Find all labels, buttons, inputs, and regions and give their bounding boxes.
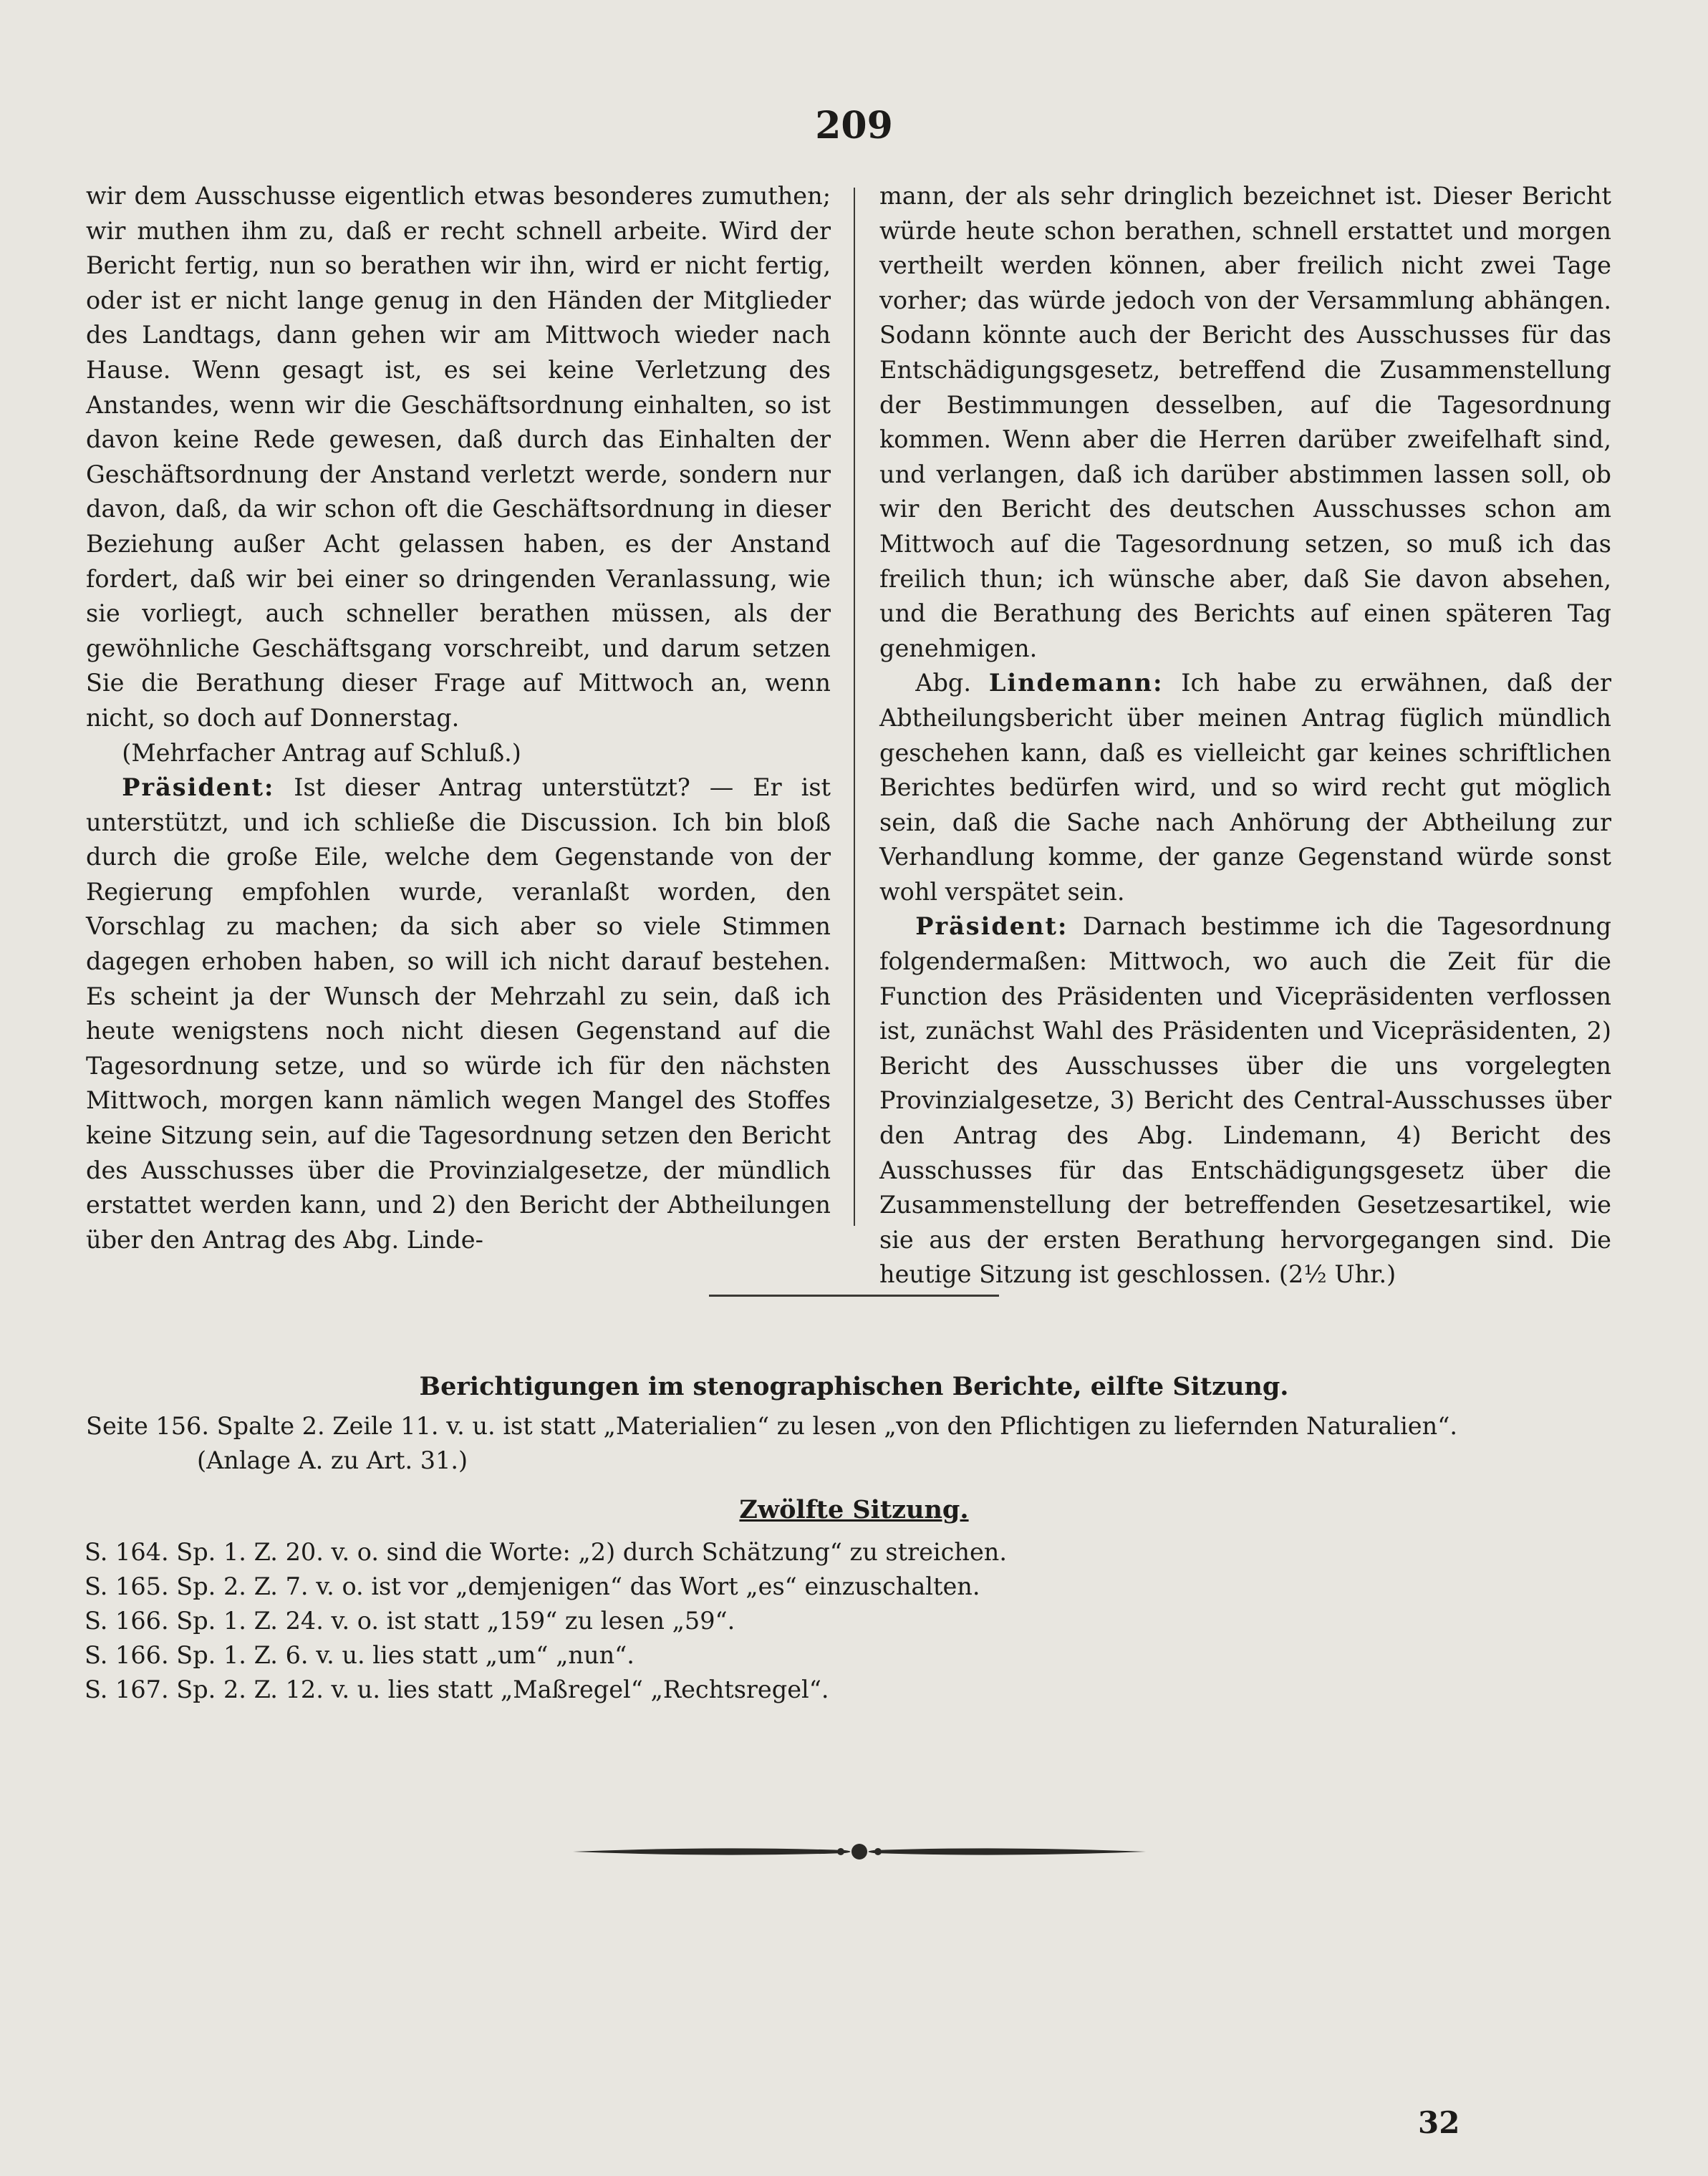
speaker-name: Präsident:: [915, 912, 1068, 941]
right-paragraph-1: mann, der als sehr dringlich bezeichnet ist. Dieser Bericht würde heute schon berathen, schnell erstattet und morgen vertheilt werden können, aber freilich nicht zwei Tage vorher; das würde jedoch von der Versammlung abhängen. Sodann könnte auch der Bericht des Ausschusses für das Entschädigungsgesetz, betreffend die Zusammenstellung der Bestimmungen desselben, auf die Tagesordnung kommen. Wenn aber die Herren darüber zweifelhaft sind, und verlangen, daß ich darüber abstimmen lassen soll, ob wir den Bericht des deutschen Ausschusses schon am Mittwoch auf die Tagesordnung setzen, so muß ich das freilich thun; ich wünsche aber, daß Sie davon absehen, und die Berathung des Berichts auf einen späteren Tag genehmigen.: [879, 182, 1611, 662]
corrections-block: [86, 1409, 1626, 1478]
speech-text: Ist dieser Antrag unterstützt? — Er ist unterstützt, und ich schließe die Discussion. Ich bin bloß durch die große Eile, welche dem Gegenstande von der Regierung empfohlen wurde, veranlaßt worden, den Vorschlag zu machen; da sich aber so viele Stimmen dagegen erhoben haben, so will ich nicht darauf bestehen. Es scheint ja der Wunsch der Mehrzahl zu sein, daß ich heute wenigstens noch nicht diesen Gegenstand auf die Tagesordnung setze, und so würde ich für den nächsten Mittwoch, morgen kann nämlich wegen Mangel des Stoffes keine Sitzung sein, auf die Tagesordnung setzen den Bericht des Ausschusses über die Provinzialgesetze, der mündlich erstattet werden kann, und 2) den Bericht der Abtheilungen über den Antrag des Abg. Linde-: [86, 773, 831, 1254]
corrections-title: Berichtigungen im stenographischen Berichte, eilfte Sitzung.: [419, 1372, 1289, 1401]
left-column: [86, 179, 831, 1257]
left-paragraph-2: (Mehrfacher Antrag auf Schluß.): [122, 738, 521, 767]
page-number: 209: [815, 104, 893, 148]
right-column: [879, 179, 1611, 1292]
right-paragraph-2: [879, 666, 1611, 909]
correction-line: Seite 156. Spalte 2. Zeile 11. v. u. ist statt „Materialien“ zu lesen „von den Pflichtigen zu liefernden Naturalien“.: [86, 1412, 1457, 1440]
speaker-prefix: Abg.: [915, 669, 989, 697]
column-divider: [854, 188, 855, 1226]
section-divider: [709, 1295, 999, 1297]
correction-note: (Anlage A. zu Art. 31.): [197, 1446, 468, 1474]
speaker-name: Präsident:: [122, 773, 275, 802]
corrections-list: [85, 1535, 1624, 1707]
list-item: S. 166. Sp. 1. Z. 6. v. u. lies statt „um“ „nun“.: [85, 1641, 635, 1669]
speech-text: Ich habe zu erwähnen, daß der Abtheilungsbericht über meinen Antrag füglich mündlich geschehen kann, daß es vielleicht gar keines schriftlichen Berichtes bedürfen wird, und so wird recht gut möglich sein, daß die Sache nach Anhörung der Abtheilung zur Verhandlung komme, der ganze Gegenstand würde sonst wohl verspätet sein.: [879, 669, 1611, 906]
right-paragraph-3: [879, 909, 1611, 1292]
ornament-divider-icon: [573, 1830, 1146, 1873]
list-item: S. 165. Sp. 2. Z. 7. v. o. ist vor „demjenigen“ das Wort „es“ einzuschalten.: [85, 1572, 980, 1600]
left-paragraph-3: [86, 770, 831, 1257]
list-item: S. 167. Sp. 2. Z. 12. v. u. lies statt „Maßregel“ „Rechtsregel“.: [85, 1675, 829, 1703]
list-item: S. 166. Sp. 1. Z. 24. v. o. ist statt „159“ zu lesen „59“.: [85, 1607, 735, 1635]
session-subtitle: Zwölfte Sitzung.: [739, 1495, 969, 1524]
list-item: S. 164. Sp. 1. Z. 20. v. o. sind die Worte: „2) durch Schätzung“ zu streichen.: [85, 1538, 1008, 1566]
left-paragraph-1: wir dem Ausschusse eigentlich etwas besonderes zumuthen; wir muthen ihm zu, daß er recht schnell arbeite. Wird der Bericht fertig, nun so berathen wir ihn, wird er nicht fertig, oder ist er nicht lange genug in den Händen der Mitglieder des Landtags, dann gehen wir am Mittwoch wieder nach Hause. Wenn gesagt ist, es sei keine Verletzung des Anstandes, wenn wir die Geschäftsordnung einhalten, so ist davon keine Rede gewesen, daß durch das Einhalten der Geschäftsordnung der Anstand verletzt werde, sondern nur davon, daß, da wir schon oft die Geschäftsordnung in dieser Beziehung außer Acht gelassen haben, es der Anstand fordert, daß wir bei einer so dringenden Veranlassung, wie sie vorliegt, auch schneller berathen müssen, als der gewöhnliche Geschäftsgang vorschreibt, und darum setzen Sie die Berathung dieser Frage auf Mittwoch an, wenn nicht, so doch auf Donnerstag.: [86, 182, 831, 732]
speaker-name: Lindemann:: [988, 669, 1164, 697]
speech-text: Darnach bestimme ich die Tagesordnung folgendermaßen: Mittwoch, wo auch die Zeit für die Function des Präsidenten und Vicepräsidenten verflossen ist, zunächst Wahl des Präsidenten und Vicepräsidenten, 2) Bericht des Ausschusses über die uns vorgelegten Provinzialgesetze, 3) Bericht des Central-Ausschusses über den Antrag des Abg. Lindemann, 4) Bericht des Ausschusses für das Entschädigungsgesetz über die Zusammenstellung der betreffenden Gesetzesartikel, wie sie aus der ersten Berathung hervorgegangen sind. Die heutige Sitzung ist geschlossen. (2½ Uhr.): [879, 912, 1611, 1289]
signature-mark: 32: [1418, 2105, 1460, 2140]
